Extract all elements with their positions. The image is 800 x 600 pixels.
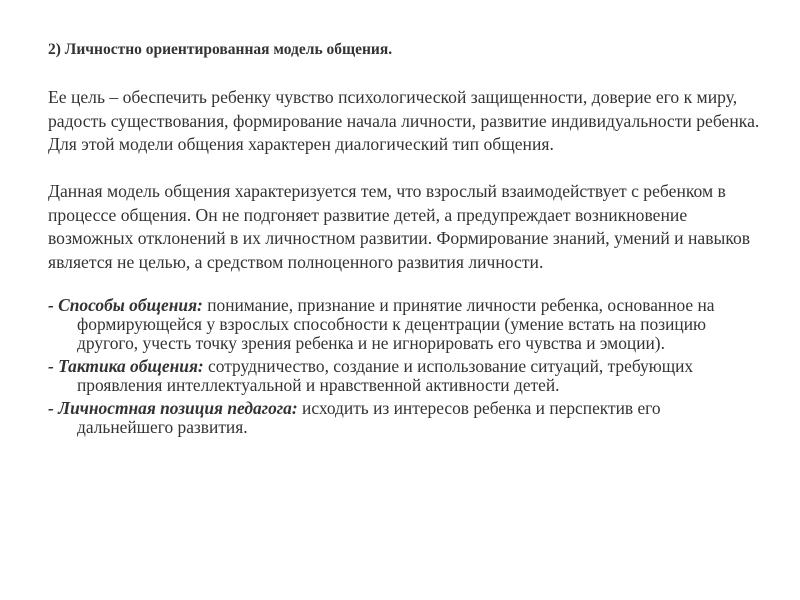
title-number: 2)	[48, 41, 61, 58]
title-text: Личностно ориентированная модель общения.	[64, 41, 393, 58]
characteristics-list	[48, 296, 760, 441]
paragraph-description: Данная модель общения характеризуется тем, что взрослый взаимодействует с ребенком в процессе общения. Он не подгоняет развитие детей, а предупреждает возникновение возможных отклонений в их личностном развитии. Формирование знаний, умений и навыков является не целью, а средством полноценного развития личности.	[48, 181, 751, 272]
list-item-methods	[48, 296, 760, 353]
list-item-text: сотрудничество, создание и использование ситуаций, требующих проявления интеллектуальной и нравственной активности детей.	[77, 356, 694, 395]
list-item-lead: - Тактика общения:	[48, 356, 204, 376]
list-item-tactics	[48, 357, 760, 395]
list-item-teacher-position	[48, 399, 760, 437]
slide-title	[48, 40, 392, 60]
slide	[48, 0, 768, 600]
list-item-lead: - Способы общения:	[48, 295, 203, 315]
list-item-lead: - Личностная позиция педагога:	[48, 398, 298, 418]
paragraph-goal: Ее цель – обеспечить ребенку чувство психологической защищенности, доверие его к миру, радость существования, формирование начала личности, развитие индивидуальности ребенка. Для этой модели общения характерен диалогический тип общения.	[48, 87, 760, 155]
list-item-text: исходить из интересов ребенка и перспектив его дальнейшего развития.	[77, 398, 661, 437]
list-item-text: понимание, признание и принятие личности ребенка, основанное на формирующейся у взрослых способности к децентрации (умение встать на позицию другого, учесть точку зрения ребенка и не игнорировать его чувства и эмоции).	[77, 295, 715, 353]
